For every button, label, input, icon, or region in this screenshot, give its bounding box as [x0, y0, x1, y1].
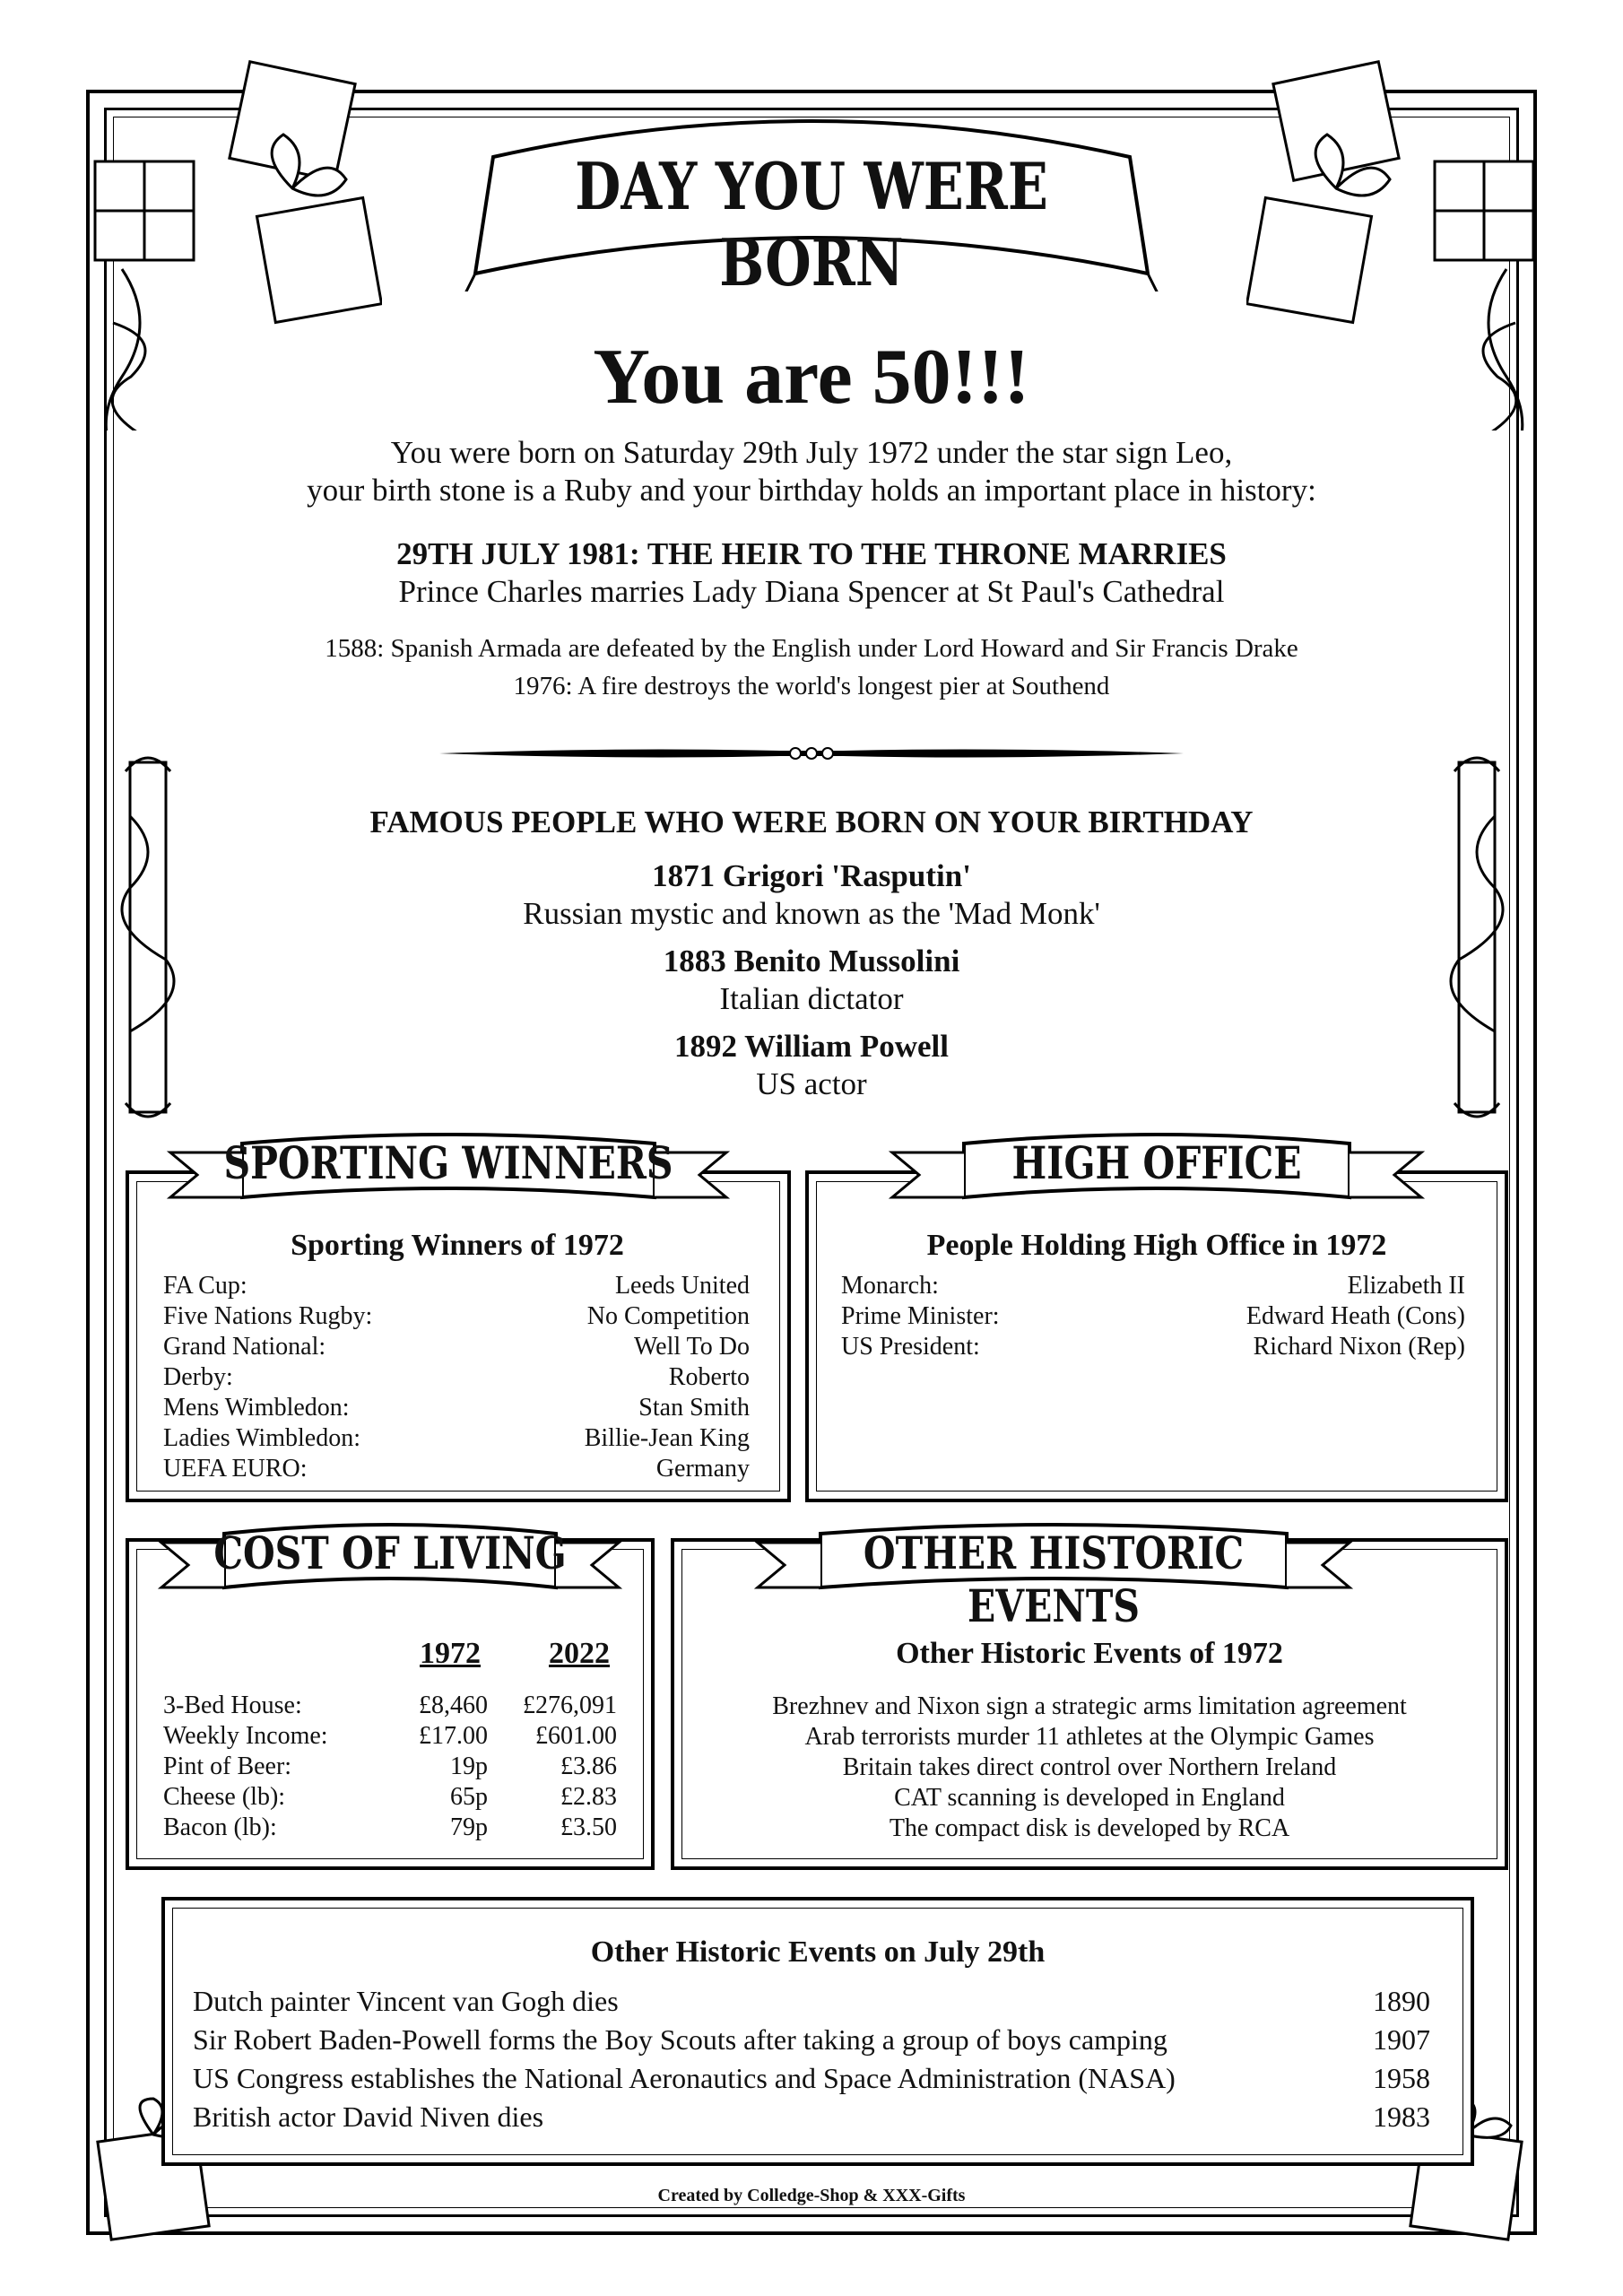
famous-person-desc: US actor	[756, 1066, 867, 1101]
cost-label: Bacon (lb):	[163, 1813, 277, 1841]
list-item	[841, 1333, 1465, 1363]
cost-banner-title: COST OF LIVING	[213, 1526, 567, 1579]
cost-value-2022: £3.50	[560, 1813, 617, 1841]
table-row	[163, 1783, 617, 1813]
list-item	[163, 1424, 750, 1455]
list-item	[841, 1302, 1465, 1333]
famous-heading: FAMOUS PEOPLE WHO WERE BORN ON YOUR BIRTHDAY	[369, 804, 1254, 839]
row-value: Elizabeth II	[1347, 1272, 1465, 1300]
table-row	[163, 1692, 617, 1722]
footer-credit: Created by Colledge-Shop & XXX-Gifts	[657, 2186, 966, 2205]
office-banner-title: HIGH OFFICE	[1011, 1136, 1302, 1189]
cost-banner	[152, 1516, 628, 1605]
row-label: Mens Wimbledon:	[163, 1394, 350, 1422]
row-value: No Competition	[586, 1302, 750, 1330]
sporting-title: Sporting Winners of 1972	[291, 1229, 624, 1262]
historic-list	[689, 1692, 1490, 1844]
list-item	[193, 2100, 1430, 2139]
list-item	[841, 1272, 1465, 1302]
list-item	[163, 1302, 750, 1333]
cost-value-2022: £276,091	[523, 1692, 617, 1719]
july-title: Other Historic Events on July 29th	[590, 1935, 1046, 1969]
row-label: Derby:	[163, 1363, 233, 1391]
event-year: 1958	[1373, 2062, 1430, 2094]
event-text: Sir Robert Baden-Powell forms the Boy Scouts after taking a group of boys camping	[193, 2023, 1167, 2056]
main-event-detail: Prince Charles marries Lady Diana Spencer at St Paul's Cathedral	[398, 574, 1225, 609]
row-value: Stan Smith	[638, 1394, 750, 1422]
famous-person-name: 1883 Benito Mussolini	[663, 944, 960, 978]
list-item	[163, 1455, 750, 1485]
cost-label: Pint of Beer:	[163, 1752, 292, 1780]
famous-person-name: 1892 William Powell	[674, 1029, 949, 1064]
july-list	[193, 1985, 1430, 2146]
list-item: CAT scanning is developed in England	[894, 1784, 1285, 1812]
list-item	[163, 1394, 750, 1424]
list-item: The compact disk is developed by RCA	[889, 1814, 1290, 1842]
other-date-1: 1588: Spanish Armada are defeated by the English under Lord Howard and Sir Francis Drake	[325, 634, 1298, 663]
ornamental-divider	[439, 740, 1184, 767]
cost-col-1972: 1972	[420, 1637, 481, 1670]
column-ornament-icon	[1445, 744, 1508, 1130]
event-year: 1983	[1373, 2100, 1430, 2133]
row-value: Roberto	[668, 1363, 750, 1391]
list-item: Britain takes direct control over Northern Ireland	[842, 1753, 1337, 1781]
table-row	[163, 1722, 617, 1752]
list-item	[193, 1985, 1430, 2023]
intro-line-1: You were born on Saturday 29th July 1972 under the star sign Leo,	[390, 435, 1233, 470]
column-ornament-icon	[117, 744, 179, 1130]
historic-banner	[749, 1516, 1358, 1632]
cost-col-2022: 2022	[549, 1637, 610, 1670]
sporting-banner	[161, 1126, 735, 1215]
row-label: US President:	[841, 1333, 980, 1361]
list-item	[193, 2023, 1430, 2062]
main-event-title: 29TH JULY 1981: THE HEIR TO THE THRONE MARRIES	[396, 536, 1227, 571]
event-text: British actor David Niven dies	[193, 2100, 544, 2133]
other-date-2: 1976: A fire destroys the world's longest pier at Southend	[513, 672, 1110, 700]
sporting-banner-title: SPORTING WINNERS	[223, 1136, 673, 1189]
list-item	[163, 1333, 750, 1363]
famous-person-desc: Russian mystic and known as the 'Mad Monk'	[523, 896, 1100, 931]
row-label: Prime Minister:	[841, 1302, 1000, 1330]
row-value: Edward Heath (Cons)	[1245, 1302, 1465, 1330]
cost-label: 3-Bed House:	[163, 1692, 302, 1719]
page-title: You are 50!!!	[593, 334, 1030, 421]
cost-value-2022: £2.83	[560, 1783, 617, 1811]
list-item	[163, 1363, 750, 1394]
office-list	[841, 1272, 1465, 1370]
row-label: UEFA EURO:	[163, 1455, 308, 1483]
cost-value-2022: £3.86	[560, 1752, 617, 1780]
cost-label: Cheese (lb):	[163, 1783, 286, 1811]
cost-table	[163, 1692, 617, 1853]
row-value: Germany	[655, 1455, 750, 1483]
row-value: Leeds United	[614, 1272, 750, 1300]
top-banner	[439, 103, 1184, 300]
intro-line-2: your birth stone is a Ruby and your birthday holds an important place in history:	[307, 473, 1316, 508]
row-label: FA Cup:	[163, 1272, 247, 1300]
row-label: Five Nations Rugby:	[163, 1302, 373, 1330]
cost-label: Weekly Income:	[163, 1722, 328, 1750]
list-item: Arab terrorists murder 11 athletes at the Olympic Games	[804, 1723, 1375, 1751]
table-row	[163, 1752, 617, 1783]
table-row	[163, 1813, 617, 1844]
event-year: 1907	[1373, 2023, 1430, 2056]
cost-value-2022: £601.00	[535, 1722, 617, 1750]
office-banner	[883, 1126, 1430, 1215]
row-value: Well To Do	[633, 1333, 750, 1361]
event-text: US Congress establishes the National Aeronautics and Space Administration (NASA)	[193, 2062, 1176, 2094]
cost-value-1972: 79p	[450, 1813, 488, 1841]
event-year: 1890	[1373, 1985, 1430, 2017]
list-item	[163, 1272, 750, 1302]
row-value: Richard Nixon (Rep)	[1253, 1333, 1465, 1361]
famous-person-desc: Italian dictator	[719, 981, 904, 1016]
famous-person-name: 1871 Grigori 'Rasputin'	[652, 858, 971, 893]
historic-title: Other Historic Events of 1972	[896, 1637, 1283, 1670]
sporting-list	[163, 1272, 750, 1496]
event-text: Dutch painter Vincent van Gogh dies	[193, 1985, 619, 2017]
row-label: Monarch:	[841, 1272, 939, 1300]
office-title: People Holding High Office in 1972	[926, 1229, 1387, 1262]
cost-value-1972: £17.00	[419, 1722, 488, 1750]
list-item	[193, 2062, 1430, 2100]
cost-value-1972: 65p	[450, 1783, 488, 1811]
historic-banner-title: OTHER HISTORIC EVENTS	[863, 1526, 1245, 1632]
list-item: Brezhnev and Nixon sign a strategic arms limitation agreement	[772, 1692, 1407, 1720]
top-banner-title: DAY YOU WERE BORN	[575, 148, 1048, 300]
row-label: Ladies Wimbledon:	[163, 1424, 360, 1452]
cost-value-1972: 19p	[450, 1752, 488, 1780]
cost-value-1972: £8,460	[419, 1692, 488, 1719]
row-label: Grand National:	[163, 1333, 326, 1361]
row-value: Billie-Jean King	[584, 1424, 750, 1452]
